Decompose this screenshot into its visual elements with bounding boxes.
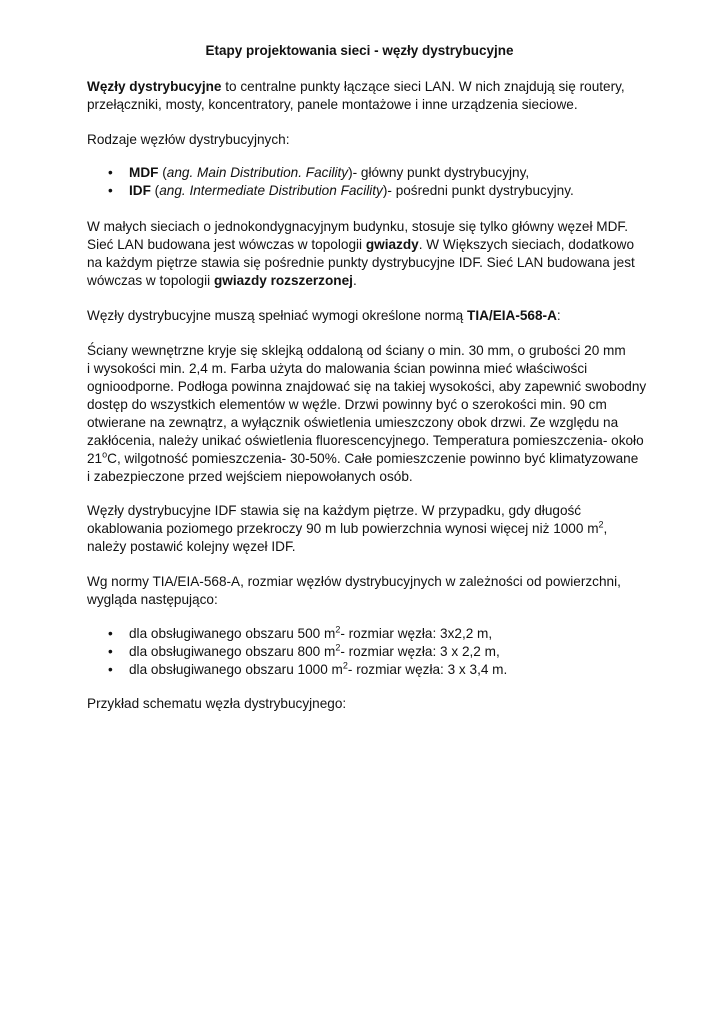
text: , — [603, 521, 608, 536]
text: 21 — [87, 451, 103, 466]
norm-line — [87, 307, 561, 325]
text: wówczas w topologii — [87, 273, 214, 288]
norm-name: TIA/EIA-568-A — [467, 308, 557, 323]
example-heading: Przykład schematu węzła dystrybucyjnego: — [87, 696, 347, 711]
text: dla obsługiwanego obszaru 1000 m — [129, 662, 343, 677]
text: . — [352, 273, 357, 288]
size-item — [129, 625, 492, 643]
text: dla obsługiwanego obszaru 500 m — [129, 626, 336, 641]
intro-text: to centralne punkty łączące sieci LAN. W nich znajdują się routery, — [221, 79, 625, 94]
description: )- główny punkt dystrybucyjny, — [348, 165, 530, 180]
requirements-line: i wysokości min. 2,4 m. Farba użyta do malowania ścian powinna mieć właściwości — [87, 361, 588, 376]
english-name: ang. Main Distribution. Facility — [166, 165, 349, 180]
text: Węzły dystrybucyjne muszą spełniać wymogi określone normą — [87, 308, 468, 323]
idf-line-3: należy postawić kolejny węzeł IDF. — [87, 539, 296, 554]
sizes-line-1: Wg normy TIA/EIA-568-A, rozmiar węzłów dystrybucyjnych w zależności od powierzchni, — [87, 574, 621, 589]
text: okablowania poziomego przekroczy 90 m lub powierzchnia wynosi więcej niż 1000 m — [87, 521, 599, 536]
english-name: ang. Intermediate Distribution Facility — [159, 183, 383, 198]
list-bullet: • — [108, 644, 113, 659]
text: : — [556, 308, 561, 323]
requirements-line: ognioodporne. Podłoga powinna znajdować się na takiej wysokości, aby zapewnić swobodny — [87, 379, 647, 394]
intro-term: Węzły dystrybucyjne — [87, 79, 222, 94]
requirements-line: Ściany wewnętrzne kryje się sklejką oddaloną od ściany o min. 30 mm, o grubości 20 mm — [87, 343, 626, 358]
list-bullet: • — [108, 183, 113, 198]
degree-sup: o — [102, 449, 108, 460]
topology-line-2 — [87, 236, 634, 254]
text: - rozmiar węzła: 3 x 2,2 m, — [340, 644, 500, 659]
squared-sup: 2 — [335, 642, 341, 653]
abbr-idf: IDF — [129, 183, 151, 198]
list-bullet: • — [108, 626, 113, 641]
text: - rozmiar węzła: 3 x 3,4 m. — [347, 662, 508, 677]
description: )- pośredni punkt dystrybucyjny. — [382, 183, 574, 198]
list-bullet: • — [108, 662, 113, 677]
size-item — [129, 661, 507, 679]
intro-line-2: przełączniki, mosty, koncentratory, panele montażowe i inne urządzenia sieciowe. — [87, 97, 578, 112]
requirements-line: zakłócenia, należy unikać oświetlenia fluorescencyjnego. Temperatura pomieszczenia- około — [87, 433, 644, 448]
text: - rozmiar węzła: 3x2,2 m, — [340, 626, 493, 641]
list-item-mdf — [129, 164, 529, 182]
squared-sup: 2 — [342, 660, 348, 671]
squared-sup: 2 — [335, 624, 341, 635]
squared-sup: 2 — [598, 519, 604, 530]
idf-line-2 — [87, 520, 607, 538]
topology-line-4 — [87, 272, 357, 290]
topology-line-3: na każdym piętrze stawia się pośrednie punkty dystrybucyjne IDF. Sieć LAN budowana jest — [87, 255, 635, 270]
requirements-line-temperature — [87, 450, 638, 468]
requirements-line: i zabezpieczone przed wejściem niepowołanych osób. — [87, 469, 413, 484]
paren-open: ( — [158, 165, 167, 180]
term-extended-star: gwiazdy rozszerzonej — [213, 273, 353, 288]
list-item-idf — [129, 182, 574, 200]
text: Sieć LAN budowana jest wówczas w topologii — [87, 237, 366, 252]
text: C, wilgotność pomieszczenia- 30-50%. Całe pomieszczenie powinno być klimatyzowane — [107, 451, 639, 466]
list-bullet: • — [108, 165, 113, 180]
intro-line-1 — [87, 78, 625, 96]
page-title: Etapy projektowania sieci - węzły dystrybucyjne — [205, 43, 514, 58]
text: dla obsługiwanego obszaru 800 m — [129, 644, 336, 659]
paren-open: ( — [150, 183, 160, 198]
topology-line-1: W małych sieciach o jednokondygnacyjnym budynku, stosuje się tylko główny węzeł MDF. — [87, 219, 628, 234]
term-star: gwiazdy — [365, 237, 419, 252]
requirements-line: dostęp do wszystkich elementów w węźle. Drzwi powinny być o szerokości min. 90 cm — [87, 397, 607, 412]
sizes-line-2: wygląda następująco: — [87, 592, 218, 607]
requirements-line: otwierane na zewnątrz, a wyłącznik oświetlenia umieszczony obok drzwi. Ze względu na — [87, 415, 619, 430]
idf-line-1: Węzły dystrybucyjne IDF stawia się na każdym piętrze. W przypadku, gdy długość — [87, 503, 582, 518]
types-heading: Rodzaje węzłów dystrybucyjnych: — [87, 132, 290, 147]
size-item — [129, 643, 500, 661]
text: . W Większych sieciach, dodatkowo — [418, 237, 635, 252]
abbr-mdf: MDF — [129, 165, 159, 180]
